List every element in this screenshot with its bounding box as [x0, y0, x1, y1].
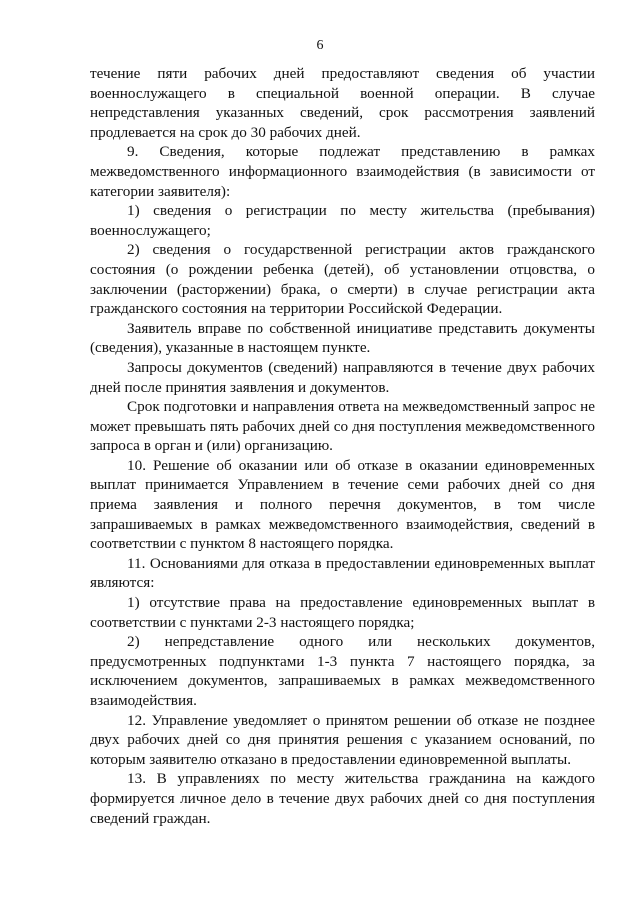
paragraph-item-11-sub-2: 2) непредставление одного или нескольких документов, предусмотренных подпунктами 1-3 пункта 7 настоящего порядка, за исключением документов, запрашиваемых в рамках межведомственного взаимодействия.: [90, 633, 595, 709]
paragraph-item-11-sub-1: 1) отсутствие права на предоставление единовременных выплат в соответствии с пунктами 2-3 настоящего порядка;: [90, 594, 595, 631]
paragraph-applicant-initiative: Заявитель вправе по собственной инициативе представить документы (сведения), указанные в настоящем пункте.: [90, 319, 595, 357]
page-number: 6: [316, 38, 324, 53]
document-body: [90, 64, 595, 828]
paragraph-item-9: 9. Сведения, которые подлежат представлению в рамках межведомственного информационного взаимодействия (в зависимости от категории заявителя):: [90, 143, 595, 200]
paragraph-response-term: Срок подготовки и направления ответа на межведомственный запрос не может превышать пять рабочих дней со дня поступления межведомственного запроса в орган и (или) организацию.: [90, 398, 595, 455]
paragraph-item-10: 10. Решение об оказании или об отказе в оказании единовременных выплат принимается Управлением в течение семи рабочих дней со дня приема заявления и полного перечня документов, в том числе запрашиваемых в рамках межведомственного взаимодействия, сведений в соответствии с пунктом 8 настоящего порядка.: [90, 456, 595, 553]
paragraph-item-13: 13. В управлениях по месту жительства гражданина на каждого формируется личное дело в течение двух рабочих дней со дня поступления сведений граждан.: [90, 770, 595, 827]
paragraph-requests: Запросы документов (сведений) направляются в течение двух рабочих дней после принятия заявления и документов.: [90, 358, 595, 396]
paragraph-continuation: течение пяти рабочих дней предоставляют сведения об участии военнослужащего в специальной военной операции. В случае непредставления указанных сведений, срок рассмотрения заявлений продлевается на срок до 30 рабочих дней.: [90, 65, 595, 141]
paragraph-item-12: 12. Управление уведомляет о принятом решении об отказе не позднее двух рабочих дней со дня принятия решения с указанием оснований, по которым заявителю отказано в предоставлении единовременной выплаты.: [90, 711, 595, 768]
paragraph-item-11: 11. Основаниями для отказа в предоставлении единовременных выплат являются:: [90, 554, 595, 592]
paragraph-item-9-sub-1: 1) сведения о регистрации по месту жительства (пребывания) военнослужащего;: [90, 202, 595, 239]
paragraph-item-9-sub-2: 2) сведения о государственной регистрации актов гражданского состояния (о рождении ребенка (детей), об установлении отцовства, о заключении (расторжении) брака, о смерти) в случае регистрации акта гражданского состояния на территории Российской Федерации.: [90, 241, 595, 318]
